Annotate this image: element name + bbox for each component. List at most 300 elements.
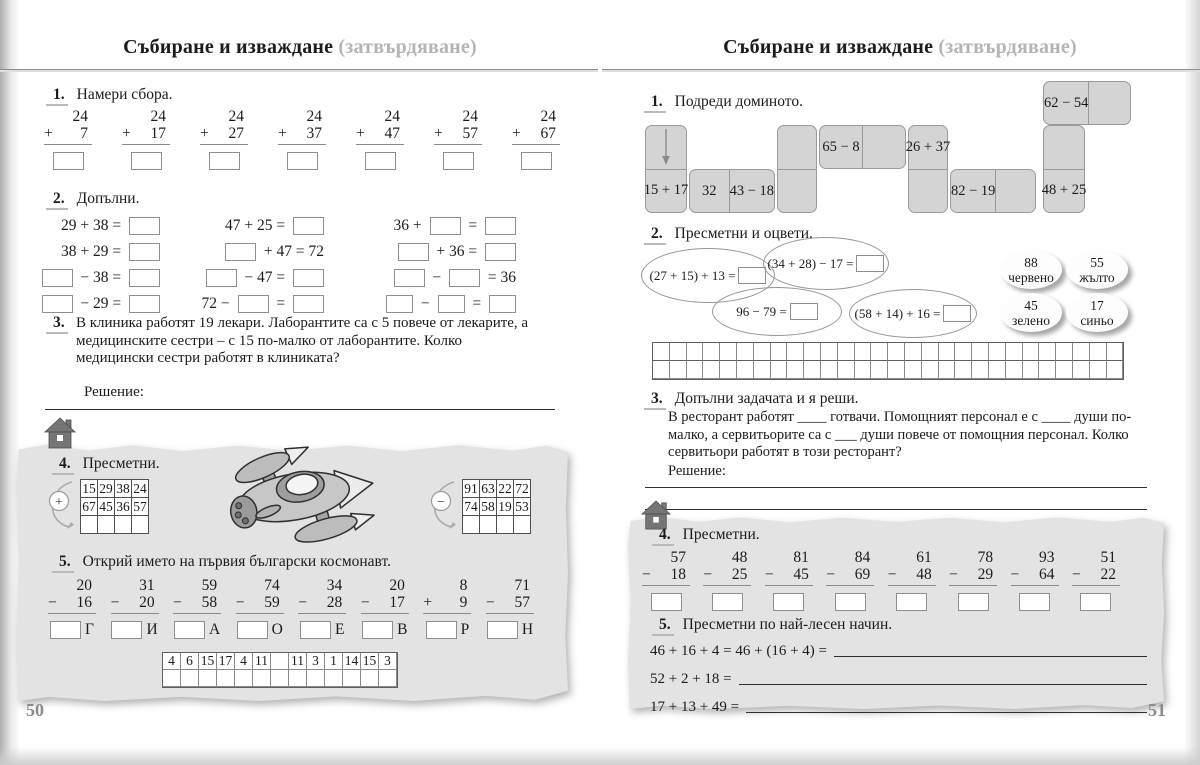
coloring-cell[interactable] <box>703 343 720 361</box>
operator-sign: − <box>110 594 120 611</box>
operator-sign: − <box>887 566 897 583</box>
answer-row <box>300 621 344 639</box>
coloring-cell[interactable] <box>821 361 838 379</box>
coloring-cell[interactable] <box>855 361 872 379</box>
value-cell: 53 <box>515 499 529 514</box>
decode-answer-cell[interactable] <box>343 670 361 687</box>
coloring-cell[interactable] <box>838 361 855 379</box>
decode-letter: Р <box>460 621 470 638</box>
problem-numbers <box>236 577 284 614</box>
value-cell: 57 <box>133 499 147 514</box>
coloring-cell[interactable] <box>955 361 972 379</box>
equation-text: = <box>272 295 289 312</box>
plus-table-group <box>46 479 149 534</box>
coloring-cell[interactable] <box>653 361 670 379</box>
problem-numbers <box>48 577 96 614</box>
equation-text: − 29 = <box>76 295 125 312</box>
value-cell: 91 <box>464 481 478 496</box>
value-cell: 45 <box>99 499 113 514</box>
problem-numbers <box>434 108 482 145</box>
decode-answer-cell[interactable] <box>379 670 397 687</box>
coloring-cell[interactable] <box>972 343 989 361</box>
answer-writing-line[interactable] <box>746 712 1147 713</box>
answer-row <box>712 593 743 611</box>
coloring-cell[interactable] <box>871 361 888 379</box>
bottom-operand: − 45 <box>764 566 809 583</box>
coloring-cell[interactable] <box>888 361 905 379</box>
decode-answer-cell[interactable] <box>271 670 289 687</box>
coloring-cell[interactable] <box>1090 343 1107 361</box>
answer-box[interactable] <box>943 305 971 322</box>
bottom-operand: − 59 <box>235 594 280 611</box>
task-number: 4. <box>52 455 74 475</box>
task-label: Допълни задачата и я реши. <box>674 390 859 407</box>
column-problem <box>298 577 346 639</box>
value-cell: 72 <box>515 481 529 496</box>
color-badge <box>1000 293 1062 332</box>
title-subtitle: (затвърдяване) <box>938 36 1077 58</box>
page-number: 50 <box>26 700 44 720</box>
coloring-cell[interactable] <box>989 343 1006 361</box>
coloring-cell[interactable] <box>687 343 704 361</box>
column-problem <box>200 108 248 170</box>
empty-result-cell[interactable] <box>497 516 514 534</box>
decode-answer-cell[interactable] <box>181 670 199 687</box>
decode-answer-cell[interactable] <box>289 670 307 687</box>
coloring-cell[interactable] <box>905 343 922 361</box>
coloring-cell[interactable] <box>1039 343 1056 361</box>
domino-blank-cell[interactable] <box>1044 126 1084 170</box>
answer-box[interactable] <box>856 255 884 272</box>
problem-numbers <box>826 549 874 586</box>
column-problem <box>1011 549 1059 611</box>
operator-sign: − <box>48 594 57 611</box>
bottom-operand: + 27 <box>200 125 244 142</box>
answer-box[interactable] <box>362 621 393 639</box>
domino-blank-cell[interactable] <box>996 170 1035 212</box>
answer-box[interactable] <box>773 593 804 611</box>
domino-cell: 82 − 19 <box>951 170 996 212</box>
problem-numbers <box>1011 549 1059 586</box>
svg-text:+: + <box>55 495 63 510</box>
answer-box[interactable] <box>738 267 766 284</box>
top-operand: 59 <box>201 577 218 594</box>
task4-problems <box>642 549 1120 611</box>
bottom-operand: + 57 <box>434 125 478 142</box>
answer-row <box>426 621 470 639</box>
coloring-grid <box>652 342 1124 380</box>
empty-result-cell[interactable] <box>115 516 132 534</box>
answer-box[interactable] <box>790 303 818 320</box>
problem-numbers <box>44 108 92 145</box>
answer-row <box>896 593 927 611</box>
empty-result-cell[interactable] <box>480 516 497 534</box>
answer-box[interactable] <box>225 243 256 261</box>
coloring-cell[interactable] <box>1073 343 1090 361</box>
top-operand: 31 <box>139 577 155 594</box>
decode-answer-cell[interactable] <box>307 670 325 687</box>
task2-column <box>386 213 516 317</box>
answer-box[interactable] <box>443 152 474 170</box>
page-number: 51 <box>1148 700 1166 720</box>
coloring-cell[interactable] <box>737 343 754 361</box>
coloring-cell[interactable] <box>804 361 821 379</box>
decode-number-cell: 6 <box>181 653 199 670</box>
answer-box[interactable] <box>430 217 461 235</box>
answer-box[interactable] <box>129 243 160 261</box>
coloring-cell[interactable] <box>1006 343 1023 361</box>
top-operand: 48 <box>731 549 748 566</box>
decode-number-cell[interactable] <box>271 653 289 670</box>
answer-box[interactable] <box>293 269 324 287</box>
answer-box[interactable] <box>449 269 480 287</box>
answer-box[interactable] <box>129 217 160 235</box>
coloring-cell[interactable] <box>888 343 905 361</box>
coloring-cell[interactable] <box>787 361 804 379</box>
answer-box[interactable] <box>131 152 162 170</box>
answer-box[interactable] <box>174 621 205 639</box>
expression-text: (58 + 14) + 16 = <box>854 305 941 321</box>
answer-row <box>362 621 407 639</box>
decode-number-cell: 11 <box>289 653 307 670</box>
equation-text: 38 + 29 = <box>61 243 125 260</box>
badge-value: 55 <box>1090 254 1104 270</box>
equation-text: = <box>464 217 481 234</box>
answer-row <box>651 593 682 611</box>
column-problem <box>111 577 159 639</box>
answer-row <box>131 152 162 170</box>
answer-box[interactable] <box>896 593 927 611</box>
column-problem <box>512 108 560 170</box>
empty-result-cell[interactable] <box>514 516 531 534</box>
equation-row <box>40 239 160 265</box>
problem-numbers <box>361 577 409 614</box>
decode-letter: Е <box>335 621 345 638</box>
coloring-cell[interactable] <box>1006 361 1023 379</box>
solution-writing-line[interactable] <box>45 409 555 410</box>
decode-letter: Н <box>521 621 534 638</box>
empty-result-cell[interactable] <box>132 516 149 534</box>
problem-numbers <box>298 577 346 614</box>
coloring-cell[interactable] <box>855 343 872 361</box>
task-label: Пресметни. <box>682 526 760 543</box>
coloring-cell[interactable] <box>1039 361 1056 379</box>
solution-label: Решение: <box>668 463 726 479</box>
answer-row <box>958 593 989 611</box>
coloring-cell[interactable] <box>989 361 1006 379</box>
operator-sign: + <box>200 125 209 142</box>
answer-box[interactable] <box>111 621 142 639</box>
coloring-cell[interactable] <box>1056 343 1073 361</box>
answer-box[interactable] <box>209 152 240 170</box>
coloring-cell[interactable] <box>754 343 771 361</box>
plus-circle-icon <box>46 479 76 533</box>
decode-answer-cell[interactable] <box>253 670 271 687</box>
coloring-cell[interactable] <box>905 361 922 379</box>
value-cell: 67 <box>82 499 96 514</box>
page-title <box>600 36 1200 59</box>
answer-row <box>287 152 318 170</box>
answer-box[interactable] <box>129 269 160 287</box>
answer-box[interactable] <box>293 217 324 235</box>
top-operand: 57 <box>670 549 686 566</box>
domino-blank-cell[interactable] <box>909 170 947 213</box>
answer-box[interactable] <box>300 621 331 639</box>
value-cell: 19 <box>498 499 512 514</box>
answer-box[interactable] <box>42 269 73 287</box>
domino-cell: 43 − 18 <box>729 182 774 199</box>
coloring-cell[interactable] <box>1023 361 1040 379</box>
answer-box[interactable] <box>1019 593 1050 611</box>
solution-label: Решение: <box>84 384 144 400</box>
expression-ellipse <box>763 237 889 290</box>
equation-row <box>196 213 324 239</box>
equation-text: 72 − <box>201 295 234 312</box>
column-problem <box>356 108 404 170</box>
answer-box[interactable] <box>398 243 429 261</box>
answer-box[interactable] <box>485 243 516 261</box>
coloring-cell[interactable] <box>1107 361 1124 379</box>
coloring-cell[interactable] <box>922 361 939 379</box>
bottom-operand: − 48 <box>887 566 932 583</box>
operator-sign: − <box>642 566 651 583</box>
answer-writing-line[interactable] <box>739 684 1147 685</box>
value-cell: 63 <box>481 481 495 496</box>
equation-row <box>386 291 516 317</box>
coloring-cell[interactable] <box>972 361 989 379</box>
coloring-cell[interactable] <box>955 343 972 361</box>
task-label: Намери сбора. <box>76 86 173 103</box>
expression-text: 96 − 79 = <box>736 303 787 319</box>
coloring-cell[interactable] <box>821 343 838 361</box>
problem-numbers <box>512 108 560 145</box>
column-problem <box>122 108 170 170</box>
coloring-cell[interactable] <box>720 343 737 361</box>
expression-text: 46 + 16 + 4 = 46 + (16 + 4) = <box>650 643 827 659</box>
coloring-cell[interactable] <box>939 361 956 379</box>
task-number: 3. <box>46 314 68 334</box>
header-rule <box>0 69 598 72</box>
minus-circle-icon <box>428 479 458 533</box>
operator-sign: − <box>1071 566 1081 583</box>
color-badge <box>1066 293 1128 332</box>
coloring-cell[interactable] <box>720 361 737 379</box>
answer-box[interactable] <box>958 593 989 611</box>
solution-writing-line[interactable] <box>645 509 1147 510</box>
coloring-cell[interactable] <box>922 343 939 361</box>
coloring-cell[interactable] <box>754 361 771 379</box>
operator-sign: + <box>423 594 433 611</box>
answer-box[interactable] <box>293 295 324 313</box>
solution-writing-line[interactable] <box>645 487 1147 488</box>
value-cell: 58 <box>481 499 495 514</box>
bottom-operand: − 29 <box>949 566 994 583</box>
column-problem <box>703 549 751 611</box>
coloring-cell[interactable] <box>787 343 804 361</box>
coloring-cell[interactable] <box>1090 361 1107 379</box>
value-cell: 38 <box>116 481 130 496</box>
decode-answer-cell[interactable] <box>361 670 379 687</box>
answer-row <box>111 621 157 639</box>
bottom-operand: − 18 <box>642 566 686 583</box>
answer-box[interactable] <box>386 295 413 313</box>
equation-text: + 47 = 72 <box>260 243 324 260</box>
answer-box[interactable] <box>487 621 518 639</box>
equation-row <box>196 239 324 265</box>
coloring-cell[interactable] <box>838 343 855 361</box>
coloring-cell[interactable] <box>1073 361 1090 379</box>
badge-value: 88 <box>1024 254 1038 270</box>
empty-result-cell[interactable] <box>98 516 115 534</box>
operator-sign: − <box>764 566 774 583</box>
equation-text: − <box>417 295 434 312</box>
decode-answer-cell[interactable] <box>199 670 217 687</box>
column-problem <box>486 577 534 639</box>
answer-box[interactable] <box>489 295 516 313</box>
answer-box[interactable] <box>53 152 84 170</box>
top-operand: 24 <box>228 108 244 125</box>
decode-letter: А <box>209 621 221 638</box>
top-operand: 81 <box>793 549 809 566</box>
equation-text: − 47 = <box>240 269 289 286</box>
problem-numbers <box>356 108 404 145</box>
bottom-operand: + 17 <box>122 125 166 142</box>
domino <box>819 125 906 169</box>
coloring-cell[interactable] <box>939 343 956 361</box>
task-number: 3. <box>644 390 666 410</box>
top-operand: 24 <box>150 108 166 125</box>
bottom-operand: − 22 <box>1071 566 1116 583</box>
decode-letter: И <box>146 621 158 638</box>
decode-number-cell: 14 <box>343 653 361 670</box>
answer-row <box>443 152 474 170</box>
column-problem <box>423 577 471 639</box>
operator-sign: + <box>278 125 287 142</box>
number-table <box>462 479 531 534</box>
coloring-cell[interactable] <box>653 343 670 361</box>
domino-blank-cell[interactable] <box>863 126 905 168</box>
coloring-cell[interactable] <box>703 361 720 379</box>
answer-box[interactable] <box>365 152 396 170</box>
answer-box[interactable] <box>206 269 237 287</box>
task-number: 4. <box>652 526 674 546</box>
operator-sign: + <box>356 125 365 142</box>
top-operand: 24 <box>72 108 88 125</box>
top-operand: 8 <box>459 577 468 594</box>
answer-box[interactable] <box>426 621 457 639</box>
decode-answer-cell[interactable] <box>235 670 253 687</box>
top-operand: 61 <box>916 549 932 566</box>
operator-sign: + <box>122 125 131 142</box>
bottom-operand: − 57 <box>485 594 530 611</box>
column-problem <box>642 549 690 611</box>
operator-sign: + <box>434 125 443 142</box>
operator-sign: − <box>173 594 182 611</box>
bottom-page-edge <box>0 747 1200 765</box>
operator-sign: − <box>298 594 307 611</box>
answer-box[interactable] <box>712 593 743 611</box>
top-operand: 51 <box>1100 549 1116 566</box>
value-cell: 74 <box>464 499 478 514</box>
problem-numbers <box>486 577 534 614</box>
equation-text: 29 + 38 = <box>61 217 125 234</box>
coloring-cell[interactable] <box>1023 343 1040 361</box>
domino-blank-cell[interactable] <box>778 126 816 170</box>
coloring-cell[interactable] <box>1056 361 1073 379</box>
answer-box[interactable] <box>485 217 516 235</box>
empty-result-cell[interactable] <box>81 516 98 534</box>
decode-answer-cell[interactable] <box>217 670 235 687</box>
answer-row <box>521 152 552 170</box>
answer-box[interactable] <box>521 152 552 170</box>
answer-box[interactable] <box>438 295 465 313</box>
coloring-cell[interactable] <box>771 343 788 361</box>
top-operand: 20 <box>76 577 92 594</box>
domino-cell: 48 + 25 <box>1041 182 1087 199</box>
coloring-cell[interactable] <box>670 343 687 361</box>
problem-numbers <box>888 549 936 586</box>
bottom-operand: − 58 <box>173 594 218 611</box>
task-number: 5. <box>52 553 74 573</box>
decode-answer-cell[interactable] <box>163 670 181 687</box>
problem-numbers <box>949 549 997 586</box>
word-problem-text: В ресторант работят ____ готвачи. Помощният персонал е с ____ души по-малко, а сервитьорите са с ___ души повече от помощния персонал. Колко сервитьори работят в този ресторант? <box>668 409 1132 460</box>
answer-box[interactable] <box>651 593 682 611</box>
minus-table-group <box>428 479 531 534</box>
decode-answer-cell[interactable] <box>325 670 343 687</box>
top-operand: 34 <box>326 577 343 594</box>
coloring-cell[interactable] <box>737 361 754 379</box>
coloring-cell[interactable] <box>804 343 821 361</box>
answer-box[interactable] <box>1080 593 1111 611</box>
answer-box[interactable] <box>394 269 425 287</box>
bottom-operand: − 17 <box>360 594 405 611</box>
decode-grid <box>162 652 398 688</box>
task2-column <box>196 213 324 317</box>
coloring-cell[interactable] <box>771 361 788 379</box>
domino <box>1043 125 1085 213</box>
coloring-cell[interactable] <box>871 343 888 361</box>
coloring-cell[interactable] <box>1107 343 1124 361</box>
answer-writing-line[interactable] <box>834 656 1147 657</box>
answer-box[interactable] <box>287 152 318 170</box>
answer-box[interactable] <box>237 621 268 639</box>
domino-cell: 26 + 37 <box>909 126 947 170</box>
answer-box[interactable] <box>42 295 73 313</box>
bottom-operand: + 47 <box>356 125 400 142</box>
task-number: 5. <box>652 616 674 636</box>
column-problem <box>765 549 813 611</box>
value-cell: 29 <box>99 481 113 496</box>
domino-blank-cell[interactable] <box>778 170 816 213</box>
answer-box[interactable] <box>238 295 269 313</box>
task5-problems <box>48 577 534 639</box>
answer-box[interactable] <box>835 593 866 611</box>
coloring-cell[interactable] <box>687 361 704 379</box>
column-problem <box>888 549 936 611</box>
answer-box[interactable] <box>50 621 81 639</box>
value-cell: 36 <box>116 499 130 514</box>
number-table <box>80 479 149 534</box>
answer-box[interactable] <box>129 295 160 313</box>
decode-letter: В <box>397 621 408 638</box>
task-number: 1. <box>46 86 68 106</box>
domino-blank-cell[interactable] <box>1089 82 1130 124</box>
coloring-cell[interactable] <box>670 361 687 379</box>
equation-text: − <box>428 269 445 286</box>
title-text: Събиране и изваждане <box>123 36 334 58</box>
empty-result-cell[interactable] <box>463 516 480 534</box>
